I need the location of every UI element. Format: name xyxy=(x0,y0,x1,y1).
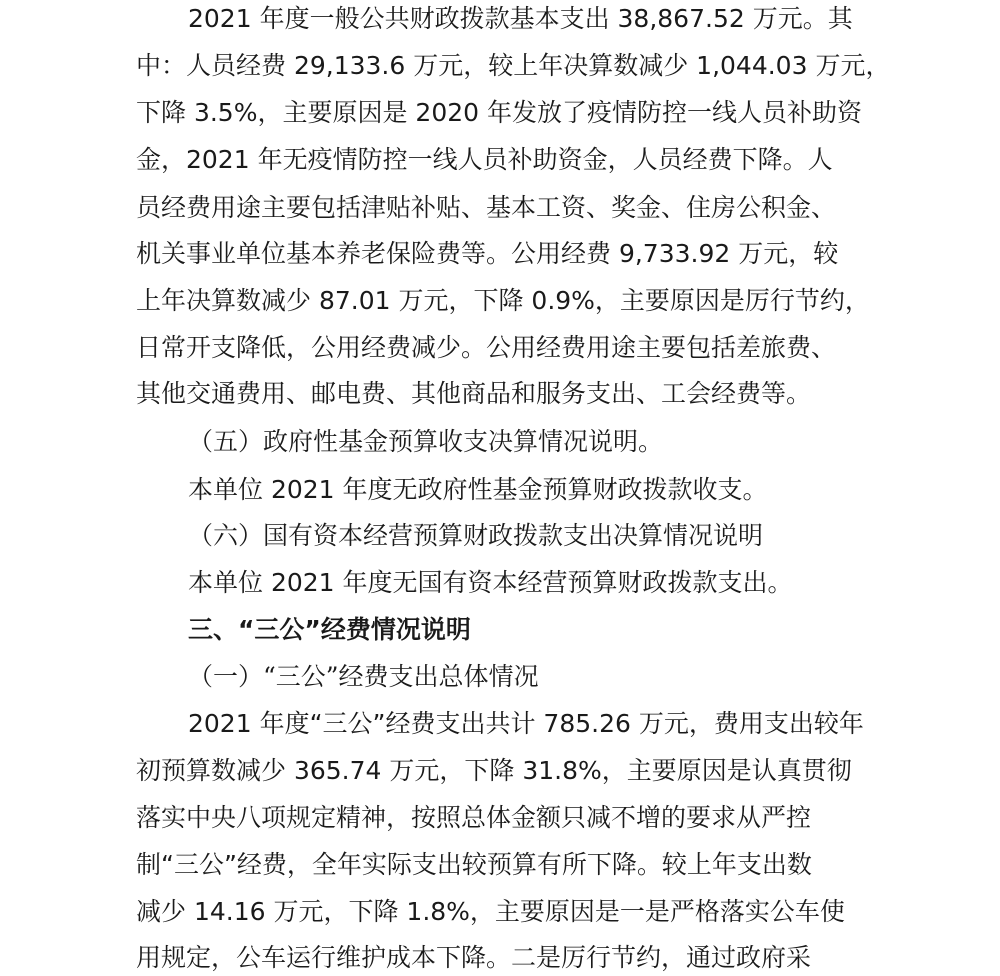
text-line: 初预算数减少 365.74 万元，下降 31.8%，主要原因是认真贯彻 xyxy=(136,756,852,785)
text-line: 上年决算数减少 87.01 万元，下降 0.9%，主要原因是厉行节约， xyxy=(136,286,870,315)
subsection-heading-1: （一）“三公”经费支出总体情况 xyxy=(188,662,539,691)
text-line: 减少 14.16 万元，下降 1.8%，主要原因是一是严格落实公车使 xyxy=(136,897,845,926)
section-heading-3: 三、“三公”经费情况说明 xyxy=(188,615,471,644)
text-line: 本单位 2021 年度无政府性基金预算财政拨款收支。 xyxy=(188,475,768,504)
text-line: 下降 3.5%，主要原因是 2020 年发放了疫情防控一线人员补助资 xyxy=(136,98,862,127)
text-line: 2021 年度一般公共财政拨款基本支出 38,867.52 万元。其 xyxy=(188,4,853,33)
text-line: 本单位 2021 年度无国有资本经营预算财政拨款支出。 xyxy=(188,568,793,597)
text-line: 2021 年度“三公”经费支出共计 785.26 万元，费用支出较年 xyxy=(188,709,864,738)
text-line: 机关事业单位基本养老保险费等。公用经费 9,733.92 万元，较 xyxy=(136,239,839,268)
text-line: 日常开支降低，公用经费减少。公用经费用途主要包括差旅费、 xyxy=(136,333,837,362)
text-line: 落实中央八项规定精神，按照总体金额只减不增的要求从严控 xyxy=(136,803,812,832)
text-line: 用规定，公车运行维护成本下降。二是厉行节约，通过政府采 xyxy=(136,943,812,972)
text-line: 金，2021 年无疫情防控一线人员补助资金，人员经费下降。人 xyxy=(136,145,833,174)
text-line: 中：人员经费 29,133.6 万元，较上年决算数减少 1,044.03 万元， xyxy=(136,51,891,80)
text-line: 制“三公”经费，全年实际支出较预算有所下降。较上年支出数 xyxy=(136,850,812,879)
section-heading-6: （六）国有资本经营预算财政拨款支出决算情况说明 xyxy=(188,521,764,550)
section-heading-5: （五）政府性基金预算收支决算情况说明。 xyxy=(188,427,664,456)
text-line: 其他交通费用、邮电费、其他商品和服务支出、工会经费等。 xyxy=(136,379,812,408)
text-line: 员经费用途主要包括津贴补贴、基本工资、奖金、住房公积金、 xyxy=(136,193,837,222)
